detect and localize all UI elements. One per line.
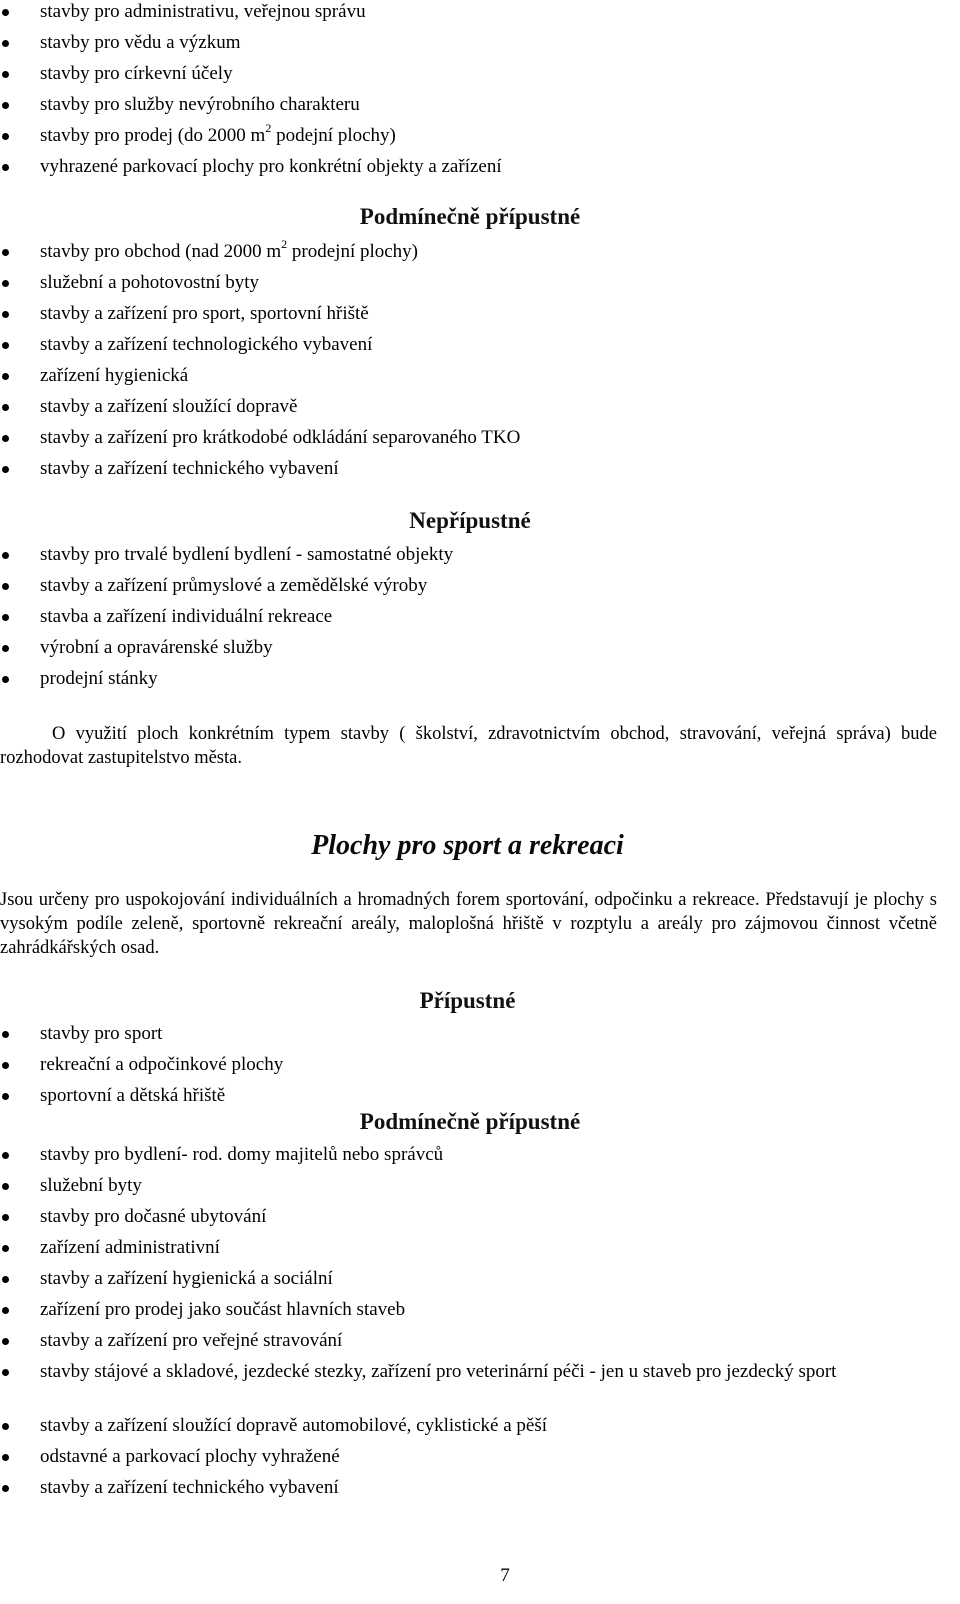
heading-conditionally-allowed-2: Podmínečně přípustné: [359, 1109, 581, 1134]
list-item-text: stavby pro obchod (nad 2000 m: [40, 241, 282, 262]
list-item: [0, 1205, 945, 1236]
list-item: [0, 667, 960, 698]
conditional-heading-2-block: [0, 1107, 960, 1137]
list-item-text: stavba a zařízení individuální rekreace: [40, 606, 333, 627]
list-item-text: stavby a zařízení průmyslové a zemědělské výroby: [40, 575, 428, 596]
list-item: [0, 1143, 945, 1174]
note-block: [0, 722, 937, 770]
conditional-heading-1-block: [0, 202, 960, 232]
list-item-text-continued: podejní plochy): [271, 125, 396, 146]
section-paragraph: Jsou určeny pro uspokojování individuálních a hromadných forem sportování, odpočinku a rekreace. Představují je plochy s vysokým podíle zeleně, sportovně rekreační areály, maloplošná hřiště v rozptylu a areály pro zájmovou činnost včetně zahrádkářských osad.: [0, 890, 937, 958]
list-item-text: stavby pro dočasné ubytování: [40, 1206, 267, 1227]
list-item-text: stavby a zařízení hygienická a sociální: [40, 1268, 333, 1289]
heading-conditionally-allowed: Podmínečně přípustné: [359, 204, 581, 229]
section-title: Plochy pro sport a rekreaci: [311, 830, 624, 861]
allowed-uses-list-continued: [0, 0, 960, 186]
sport-conditional-list: [0, 1143, 945, 1507]
list-item-text: služební a pohotovostní byty: [40, 272, 260, 293]
list-item: [0, 1022, 960, 1053]
list-item: [0, 302, 960, 333]
list-item-text: vyhrazené parkovací plochy pro konkrétní objekty a zařízení: [40, 156, 502, 177]
bullet-list: [0, 1022, 960, 1115]
list-item: [0, 93, 960, 124]
bullet-list: [0, 543, 960, 698]
forbidden-uses-list: [0, 543, 960, 698]
list-item: [0, 62, 960, 93]
list-item-text: stavby pro bydlení- rod. domy majitelů nebo správců: [40, 1144, 444, 1165]
page-number: 7: [500, 1565, 510, 1586]
list-item-text: zařízení administrativní: [40, 1237, 220, 1258]
list-item-text: stavby pro administrativu, veřejnou správu: [40, 1, 366, 22]
list-item-text: stavby a zařízení sloužící dopravě automobilové, cyklistické a pěší: [40, 1415, 548, 1436]
list-item-text: stavby a zařízení pro krátkodobé odkládání separovaného TKO: [40, 427, 521, 448]
list-item: [0, 31, 960, 62]
list-item-text: stavby pro církevní účely: [40, 63, 233, 84]
forbidden-heading-block: [0, 506, 960, 536]
superscript: 2: [265, 120, 272, 135]
list-item-text: stavby pro prodej (do 2000 m: [40, 125, 266, 146]
allowed-heading-block: [0, 986, 960, 1016]
list-item-text: zařízení hygienická: [40, 365, 189, 386]
list-item: [0, 236, 960, 271]
list-item: [0, 155, 960, 186]
list-item-text: stavby a zařízení sloužící dopravě: [40, 396, 298, 417]
conditional-uses-list: [0, 236, 960, 488]
bullet-list: [0, 1143, 945, 1507]
list-item: [0, 1267, 945, 1298]
list-item: [0, 395, 960, 426]
list-item-text: stavby a zařízení technického vybavení: [40, 458, 339, 479]
list-item-text: sportovní a dětská hřiště: [40, 1085, 226, 1106]
section-description-block: [0, 888, 937, 960]
note-paragraph: O využití ploch konkrétním typem stavby ( školství, zdravotnictvím obchod, stravování, veřejná správa) bude rozhodovat zastupitelstvo města.: [0, 724, 937, 768]
list-item-text: rekreační a odpočinkové plochy: [40, 1054, 284, 1075]
page-footer: [0, 1565, 960, 1587]
list-item: [0, 0, 960, 31]
heading-forbidden: Nepřípustné: [409, 508, 531, 533]
list-item-text: stavby pro trvalé bydlení bydlení - samostatné objekty: [40, 544, 454, 565]
list-item-text: stavby a zařízení technologického vybavení: [40, 334, 373, 355]
list-item-text: služební byty: [40, 1175, 142, 1196]
bullet-list: [0, 0, 960, 186]
section-title-block: [0, 828, 960, 864]
list-item: [0, 120, 960, 155]
list-item: [0, 1414, 945, 1445]
list-item-text: stavby a zařízení pro sport, sportovní hřiště: [40, 303, 369, 324]
list-item: [0, 1476, 945, 1507]
list-item: [0, 1053, 960, 1084]
list-item: [0, 333, 960, 364]
list-item: [0, 426, 960, 457]
list-item-text: odstavné a parkovací plochy vyhražené: [40, 1446, 340, 1467]
list-item-text: výrobní a opravárenské služby: [40, 637, 273, 658]
list-item: [0, 271, 960, 302]
list-item-text-continued: prodejní plochy): [287, 241, 419, 262]
list-item: [0, 1445, 945, 1476]
list-item: [0, 574, 960, 605]
list-item: [0, 457, 960, 488]
sport-allowed-list: [0, 1022, 960, 1115]
list-item-text: stavby stájové a skladové, jezdecké stezky, zařízení pro veterinární péči - jen u staveb pro jezdecký sport: [40, 1361, 837, 1382]
list-item-text: stavby a zařízení pro veřejné stravování: [40, 1330, 343, 1351]
bullet-list: [0, 236, 960, 488]
list-item-text: zařízení pro prodej jako součást hlavních staveb: [40, 1299, 406, 1320]
heading-allowed: Přípustné: [419, 988, 516, 1013]
list-item-text: stavby pro služby nevýrobního charakteru: [40, 94, 360, 115]
list-item: [0, 1174, 945, 1205]
list-item: [0, 1360, 945, 1414]
superscript: 2: [281, 236, 288, 251]
list-item: [0, 636, 960, 667]
list-item: [0, 1298, 945, 1329]
list-item: [0, 364, 960, 395]
list-item-text: stavby pro sport: [40, 1023, 163, 1044]
list-item: [0, 1329, 945, 1360]
list-item: [0, 543, 960, 574]
list-item: [0, 1236, 945, 1267]
list-item-text: prodejní stánky: [40, 668, 158, 689]
list-item-text: stavby pro vědu a výzkum: [40, 32, 241, 53]
list-item-text: stavby a zařízení technického vybavení: [40, 1477, 339, 1498]
list-item: [0, 605, 960, 636]
